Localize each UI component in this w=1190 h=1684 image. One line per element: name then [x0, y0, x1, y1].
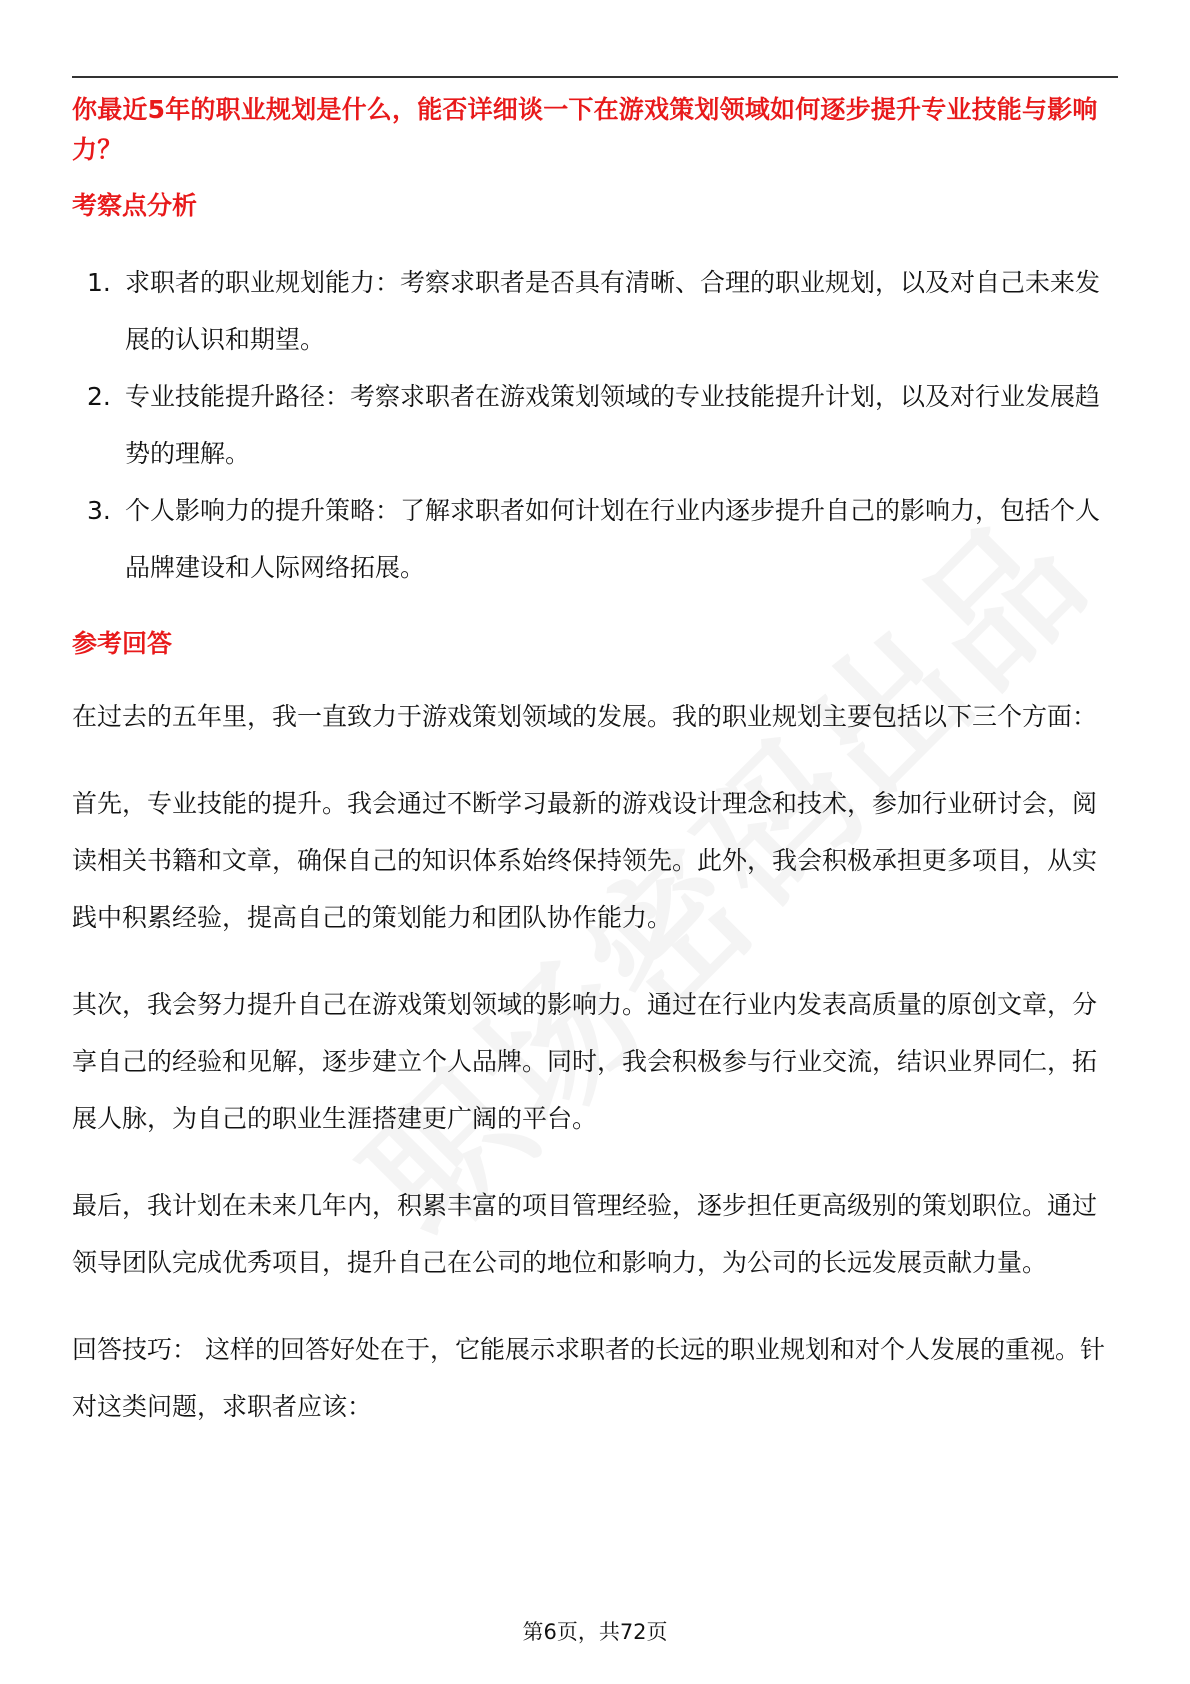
analysis-heading: 考察点分析	[72, 191, 198, 220]
list-item	[72, 368, 1118, 482]
list-item-number: 1.	[87, 268, 111, 297]
list-item-text: 专业技能提升路径：考察求职者在游戏策划领域的专业技能提升计划，以及对行业发展趋势的理解。	[125, 382, 1101, 468]
answer-paragraph: 其次，我会努力提升自己在游戏策划领域的影响力。通过在行业内发表高质量的原创文章，分享自己的经验和见解，逐步建立个人品牌。同时，我会积极参与行业交流，结识业界同仁，拓展人脉，为自己的职业生涯搭建更广阔的平台。	[72, 990, 1098, 1133]
analysis-list	[72, 254, 1118, 596]
list-item-number: 2.	[87, 382, 111, 411]
list-item	[72, 254, 1118, 368]
answer-tips-paragraph: 回答技巧： 这样的回答好处在于，它能展示求职者的长远的职业规划和对个人发展的重视。针对这类问题，求职者应该：	[72, 1335, 1105, 1421]
top-divider	[72, 76, 1118, 78]
list-item-text: 个人影响力的提升策略：了解求职者如何计划在行业内逐步提升自己的影响力，包括个人品牌建设和人际网络拓展。	[125, 496, 1101, 582]
list-item-number: 3.	[87, 496, 111, 525]
page-number: 第6页，共72页	[522, 1620, 668, 1644]
list-item-text: 求职者的职业规划能力：考察求职者是否具有清晰、合理的职业规划，以及对自己未来发展的认识和期望。	[125, 268, 1101, 354]
page-content	[72, 90, 1118, 1435]
reference-heading: 参考回答	[72, 629, 173, 658]
list-item	[72, 482, 1118, 596]
answer-paragraph: 在过去的五年里，我一直致力于游戏策划领域的发展。我的职业规划主要包括以下三个方面：	[72, 702, 1098, 731]
answer-paragraph: 最后，我计划在未来几年内，积累丰富的项目管理经验，逐步担任更高级别的策划职位。通过领导团队完成优秀项目，提升自己在公司的地位和影响力，为公司的长远发展贡献力量。	[72, 1191, 1098, 1277]
answer-paragraph: 首先，专业技能的提升。我会通过不断学习最新的游戏设计理念和技术，参加行业研讨会，阅读相关书籍和文章，确保自己的知识体系始终保持领先。此外，我会积极承担更多项目，从实践中积累经验，提高自己的策划能力和团队协作能力。	[72, 789, 1098, 932]
question-title: 你最近5年的职业规划是什么，能否详细谈一下在游戏策划领域如何逐步提升专业技能与影响力？	[72, 95, 1098, 164]
